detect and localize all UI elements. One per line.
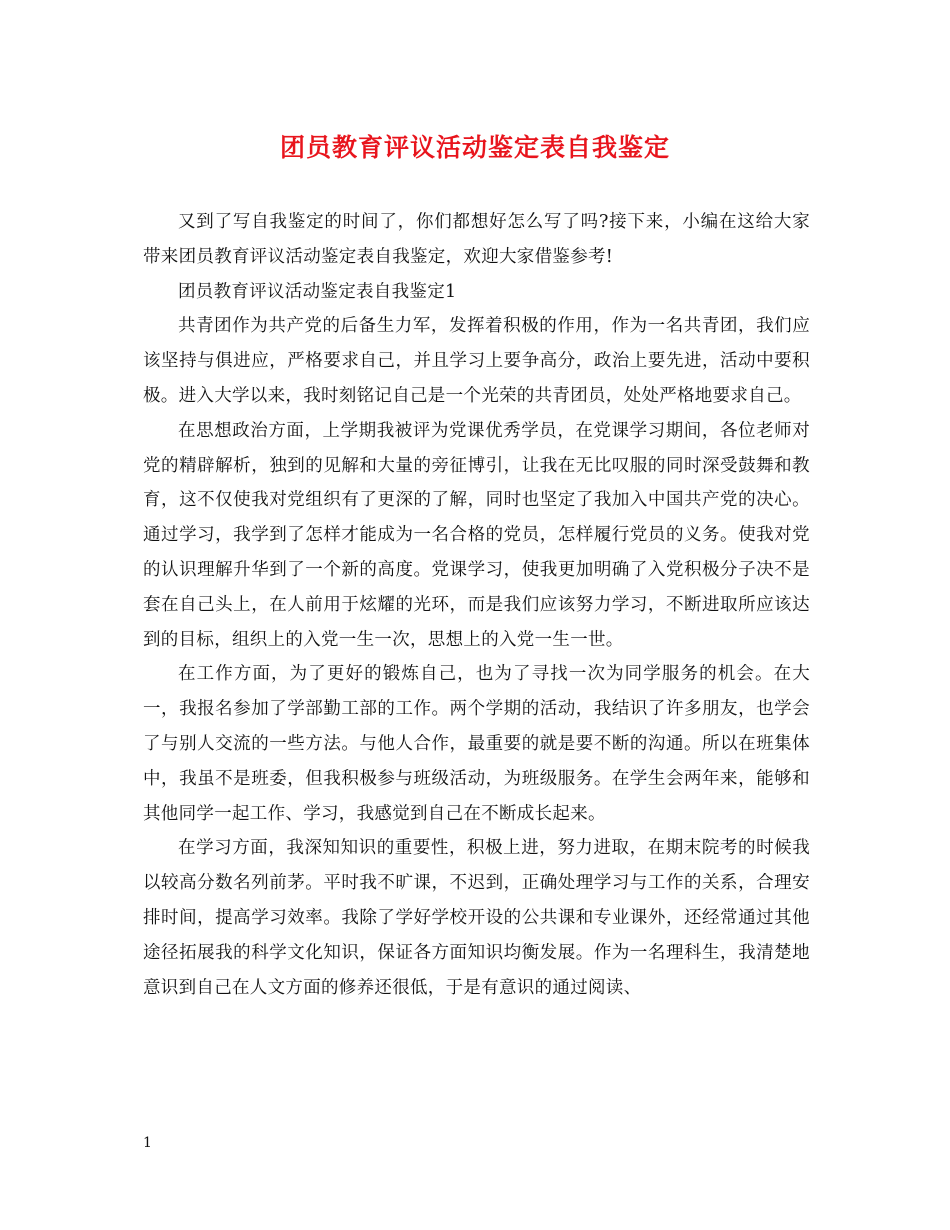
body-paragraph: 在学习方面，我深知知识的重要性，积极上进，努力进取，在期末院考的时候我以较高分数名列前茅。平时我不旷课，不迟到，正确处理学习与工作的关系，合理安排时间，提高学习效率。我除了学好学校开设的公共课和专业课外，还经常通过其他途径拓展我的科学文化知识，保证各方面知识均衡发展。作为一名理科生，我清楚地意识到自己在人文方面的修养还很低，于是有意识的通过阅读、 [143, 838, 810, 998]
body-paragraph: 共青团作为共产党的后备生力军，发挥着积极的作用，作为一名共青团，我们应该坚持与俱进应，严格要求自己，并且学习上要争高分，政治上要先进，活动中要积极。进入大学以来，我时刻铭记自己是一个光荣的共青团员，处处严格地要求自己。 [143, 316, 810, 406]
page-number: 1 [143, 1135, 152, 1151]
intro-paragraph: 又到了写自我鉴定的时间了，你们都想好怎么写了吗?接下来，小编在这给大家带来团员教育评议活动鉴定表自我鉴定，欢迎大家借鉴参考! [143, 212, 810, 267]
body-paragraph: 在思想政治方面，上学期我被评为党课优秀学员，在党课学习期间，各位老师对党的精辟解析，独到的见解和大量的旁征博引，让我在无比叹服的同时深受鼓舞和教育，这不仅使我对党组织有了更深的了解，同时也坚定了我加入中国共产党的决心。通过学习，我学到了怎样才能成为一名合格的党员，怎样履行党员的义务。使我对党的认识理解升华到了一个新的高度。党课学习，使我更加明确了入党积极分子决不是套在自己头上，在人前用于炫耀的光环，而是我们应该努力学习，不断进取所应该达到的目标，组织上的入党一生一次，思想上的入党一生一世。 [143, 420, 810, 650]
document-body [143, 205, 810, 1005]
document-title: 团员教育评议活动鉴定表自我鉴定 [279, 133, 670, 162]
body-paragraph: 在工作方面，为了更好的锻炼自己，也为了寻找一次为同学服务的机会。在大一，我报名参加了学部勤工部的工作。两个学期的活动，我结识了许多朋友，也学会了与别人交流的一些方法。与他人合作，最重要的就是要不断的沟通。所以在班集体中，我虽不是班委，但我积极参与班级活动，为班级服务。在学生会两年来，能够和其他同学一起工作、学习，我感觉到自己在不断成长起来。 [143, 664, 810, 824]
section-heading: 团员教育评议活动鉴定表自我鉴定1 [178, 281, 457, 302]
